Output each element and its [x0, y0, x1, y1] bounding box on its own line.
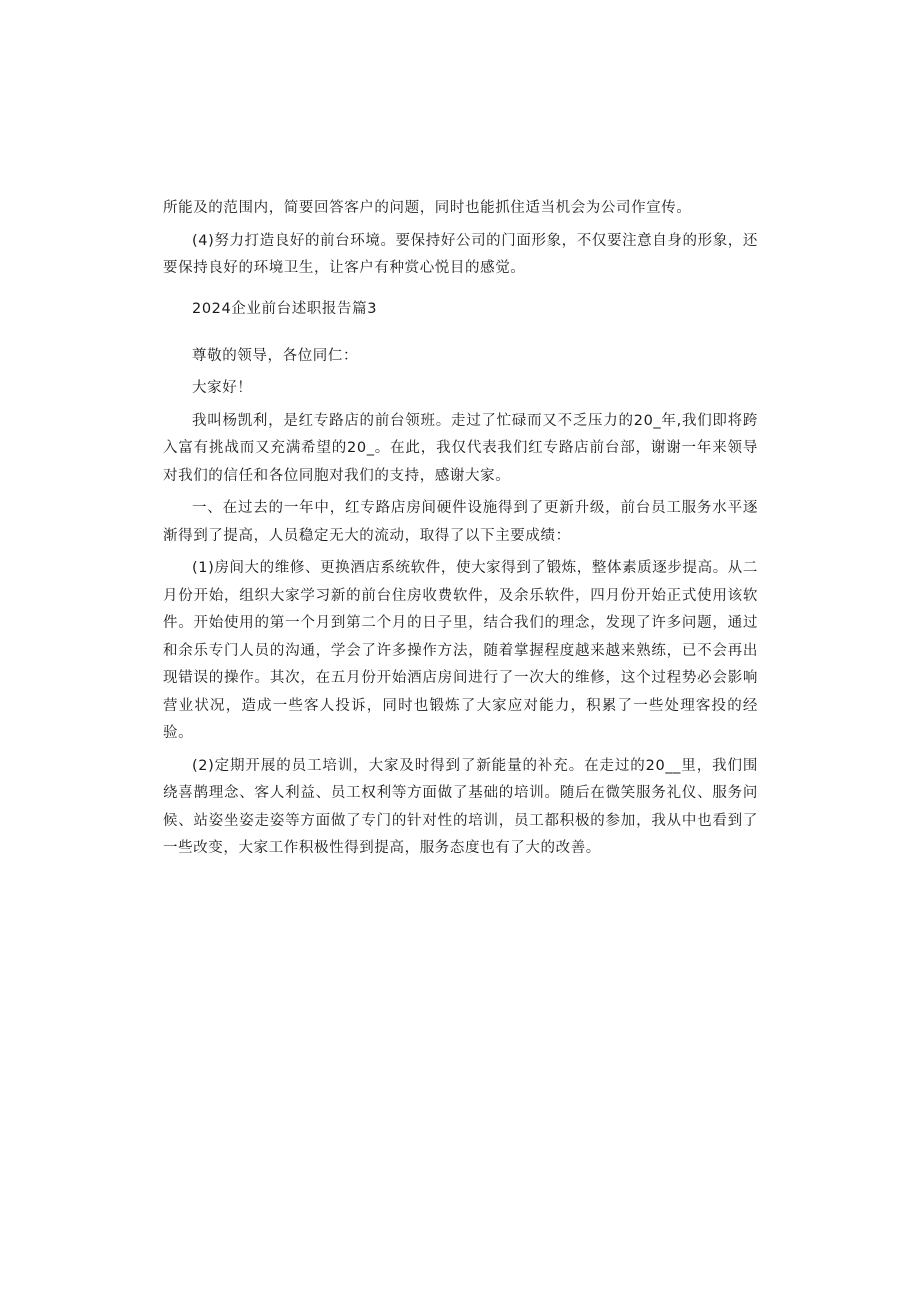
- top-fragment: [163, 195, 758, 283]
- paragraph-item-2: (2)定期开展的员工培训，大家及时得到了新能量的补充。在走过的20__里，我们围绕喜鹊理念、客人利益、员工权利等方面做了基础的培训。随后在微笑服务礼仪、服务问候、站姿坐姿走姿等方面做了专门的针对性的培训，员工都积极的参加，我从中也看到了一些改变，大家工作积极性得到提高，服务态度也有了大的改善。: [163, 757, 758, 856]
- section-title: 2024企业前台述职报告篇3: [192, 301, 378, 317]
- greeting: 大家好！: [192, 380, 253, 396]
- paragraph-intro: 我叫杨凯利，是红专路店的前台领班。走过了忙碌而又不乏压力的20_年,我们即将跨入富有挑战而又充满希望的20_。在此，我仅代表我们红专路店前台部，谢谢一年来领导对我们的信任和各位同胞对我们的支持，感谢大家。: [163, 412, 758, 484]
- report-section: [163, 296, 758, 863]
- paragraph-item-1: (1)房间大的维修、更换酒店系统软件，使大家得到了锻炼，整体素质逐步提高。从二月份开始，组织大家学习新的前台住房收费软件，及余乐软件，四月份开始正式使用该软件。开始使用的第一个月到第二个月的日子里，结合我们的理念，发现了许多问题，通过和余乐专门人员的沟通，学会了许多操作方法，随着掌握程度越来越来熟练，已不会再出现错误的操作。其次，在五月份开始酒店房间进行了一次大的维修，这个过程势必会影响营业状况，造成一些客人投诉，同时也锻炼了大家应对能力，积累了一些处理客投的经验。: [163, 560, 758, 741]
- paragraph-continuation: 所能及的范围内，简要回答客户的问题，同时也能抓住适当机会为公司作宣传。: [163, 200, 692, 216]
- salutation: 尊敬的领导，各位同仁：: [192, 347, 359, 364]
- paragraph-item-4: (4)努力打造良好的前台环境。要保持好公司的门面形象，不仅要注意自身的形象，还要保持良好的环境卫生，让客户有种赏心悦目的感觉。: [163, 232, 758, 276]
- paragraph-part-1: 一、在过去的一年中，红专路店房间硬件设施得到了更新升级，前台员工服务水平逐渐得到了提高，人员稳定无大的流动，取得了以下主要成绩：: [163, 500, 758, 544]
